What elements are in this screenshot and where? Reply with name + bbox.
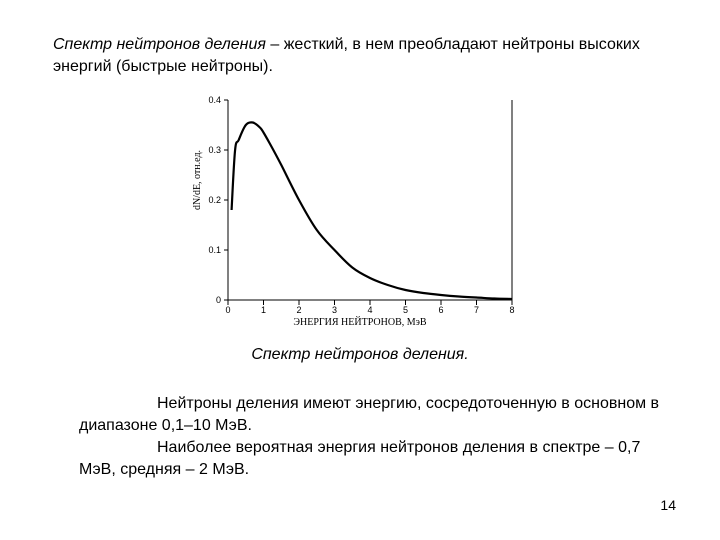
page-number: 14	[660, 497, 676, 513]
x-tick-label: 6	[438, 305, 444, 315]
x-tick-label: 5	[402, 305, 409, 315]
spectrum-curve	[232, 122, 512, 299]
x-tick-label: 4	[367, 305, 373, 315]
x-tick-label: 1	[260, 305, 267, 315]
y-tick-label: 0.2	[208, 195, 221, 205]
x-tick-label: 8	[509, 305, 515, 315]
body-text	[79, 393, 679, 481]
chart-caption: Спектр нейтронов деления.	[251, 346, 469, 363]
y-tick-label: 0.4	[208, 95, 221, 105]
intro-rest: – жесткий, в нем преобладают нейтроны высоких энергий (быстрые нейтроны).	[53, 36, 640, 75]
x-tick-label: 3	[331, 305, 338, 315]
body-paragraph-2: Наиболее вероятная энергия нейтронов деления в спектре – 0,7 МэВ, средняя – 2 МэВ.	[79, 439, 641, 478]
intro-italic: Спектр нейтронов деления	[53, 36, 266, 53]
y-axis-title: dN/dE, отн.ед.	[192, 149, 203, 211]
y-tick-label: 0	[215, 295, 221, 305]
y-tick-label: 0.1	[208, 245, 221, 255]
x-tick-label: 7	[473, 305, 480, 315]
x-tick-label: 2	[296, 305, 302, 315]
body-paragraph-1: Нейтроны деления имеют энергию, сосредоточенную в основном в диапазоне 0,1–10 МэВ.	[79, 395, 660, 434]
x-tick-label: 0	[225, 305, 231, 315]
y-tick-label: 0.3	[208, 145, 221, 155]
x-axis-title: ЭНЕРГИЯ НЕЙТРОНОВ, МэВ	[293, 317, 427, 328]
